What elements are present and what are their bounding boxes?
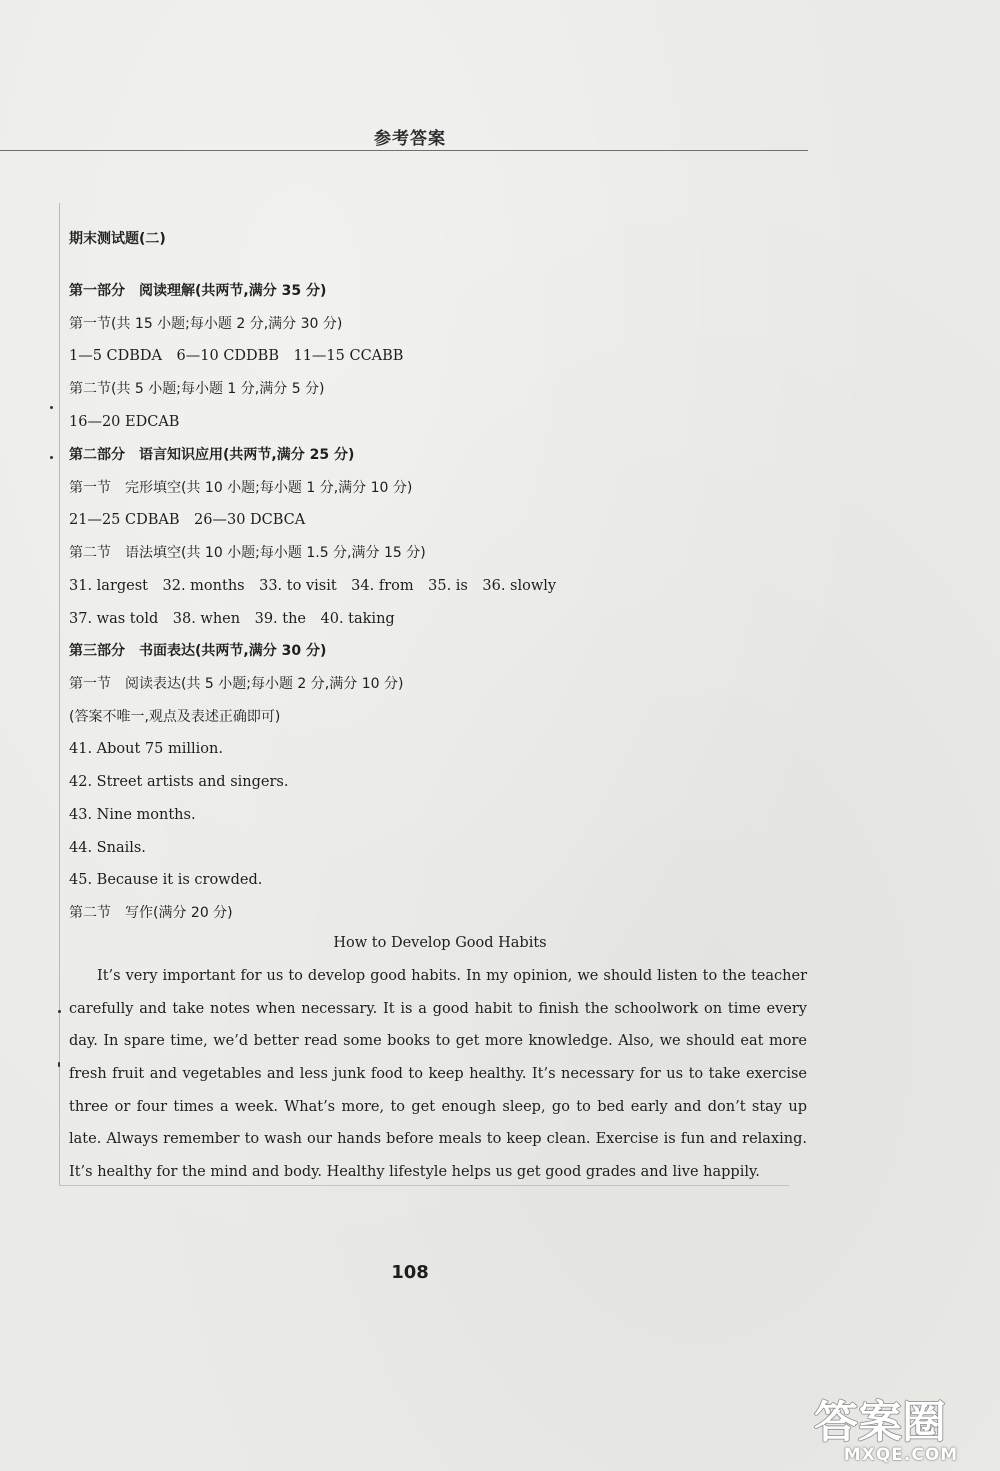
answer-line: 第一部分 阅读理解(共两节,满分 35 分) — [69, 283, 327, 299]
page-number: 108 — [391, 1262, 429, 1283]
essay-line: It’s very important for us to develop good habits. In my opinion, we should listen to the teacher — [97, 968, 807, 984]
answer-line: 第二部分 语言知识应用(共两节,满分 25 分) — [69, 447, 355, 463]
header-rule — [0, 150, 808, 151]
answer-line: 期末测试题(二) — [69, 231, 166, 247]
answer-line: 第二节 语法填空(共 10 小题;每小题 1.5 分,满分 15 分) — [69, 545, 426, 561]
answer-line: 31. largest 32. months 33. to visit 34. from 35. is 36. slowly — [69, 578, 557, 594]
bottom-rule — [59, 1185, 789, 1186]
scan-speck — [50, 406, 53, 409]
answer-line: 37. was told 38. when 39. the 40. taking — [69, 611, 395, 627]
answer-line: 45. Because it is crowded. — [69, 872, 263, 888]
answer-line: 第三部分 书面表达(共两节,满分 30 分) — [69, 643, 327, 659]
answer-line: 第二节(共 5 小题;每小题 1 分,满分 5 分) — [69, 381, 325, 397]
answer-line: 16—20 EDCAB — [69, 414, 180, 430]
answer-line: 第一节(共 15 小题;每小题 2 分,满分 30 分) — [69, 316, 343, 332]
answer-line: 第一节 阅读表达(共 5 小题;每小题 2 分,满分 10 分) — [69, 676, 404, 692]
answer-circle-logo-icon — [808, 1395, 994, 1445]
essay-line: day. In spare time, we’d better read some books to get more knowledge. Also, we should eat more — [69, 1033, 807, 1049]
essay-line: carefully and take notes when necessary. It is a good habit to finish the schoolwork on time every — [69, 1001, 807, 1017]
watermark-logo-text: 答案圈 — [814, 1397, 946, 1445]
essay-line: It’s healthy for the mind and body. Healthy lifestyle helps us get good grades and live happily. — [69, 1164, 760, 1180]
answer-line: 41. About 75 million. — [69, 741, 223, 757]
left-margin-rule — [59, 203, 60, 1185]
watermark-url: MXQE.COM — [843, 1445, 959, 1465]
essay-title: How to Develop Good Habits — [333, 935, 547, 951]
scan-speck — [58, 1062, 60, 1067]
answer-line: 1—5 CDBDA 6—10 CDDBB 11—15 CCABB — [69, 348, 404, 364]
site-watermark — [808, 1395, 994, 1467]
answer-line: 43. Nine months. — [69, 807, 196, 823]
essay-line: three or four times a week. What’s more, to get enough sleep, go to bed early and don’t stay up — [69, 1099, 807, 1115]
essay-line: late. Always remember to wash our hands before meals to keep clean. Exercise is fun and relaxing. — [69, 1131, 807, 1147]
scan-speck — [50, 456, 53, 459]
answer-line: 44. Snails. — [69, 840, 146, 856]
page-header-title: 参考答案 — [374, 129, 446, 149]
scan-speck — [58, 1010, 61, 1013]
answer-line: 第二节 写作(满分 20 分) — [69, 905, 233, 921]
answer-line: 21—25 CDBAB 26—30 DCBCA — [69, 512, 306, 528]
answer-line: 42. Street artists and singers. — [69, 774, 289, 790]
answer-line: 第一节 完形填空(共 10 小题;每小题 1 分,满分 10 分) — [69, 480, 413, 496]
essay-line: fresh fruit and vegetables and less junk food to keep healthy. It’s necessary for us to take exercise — [69, 1066, 807, 1082]
answer-line: (答案不唯一,观点及表述正确即可) — [69, 709, 281, 725]
